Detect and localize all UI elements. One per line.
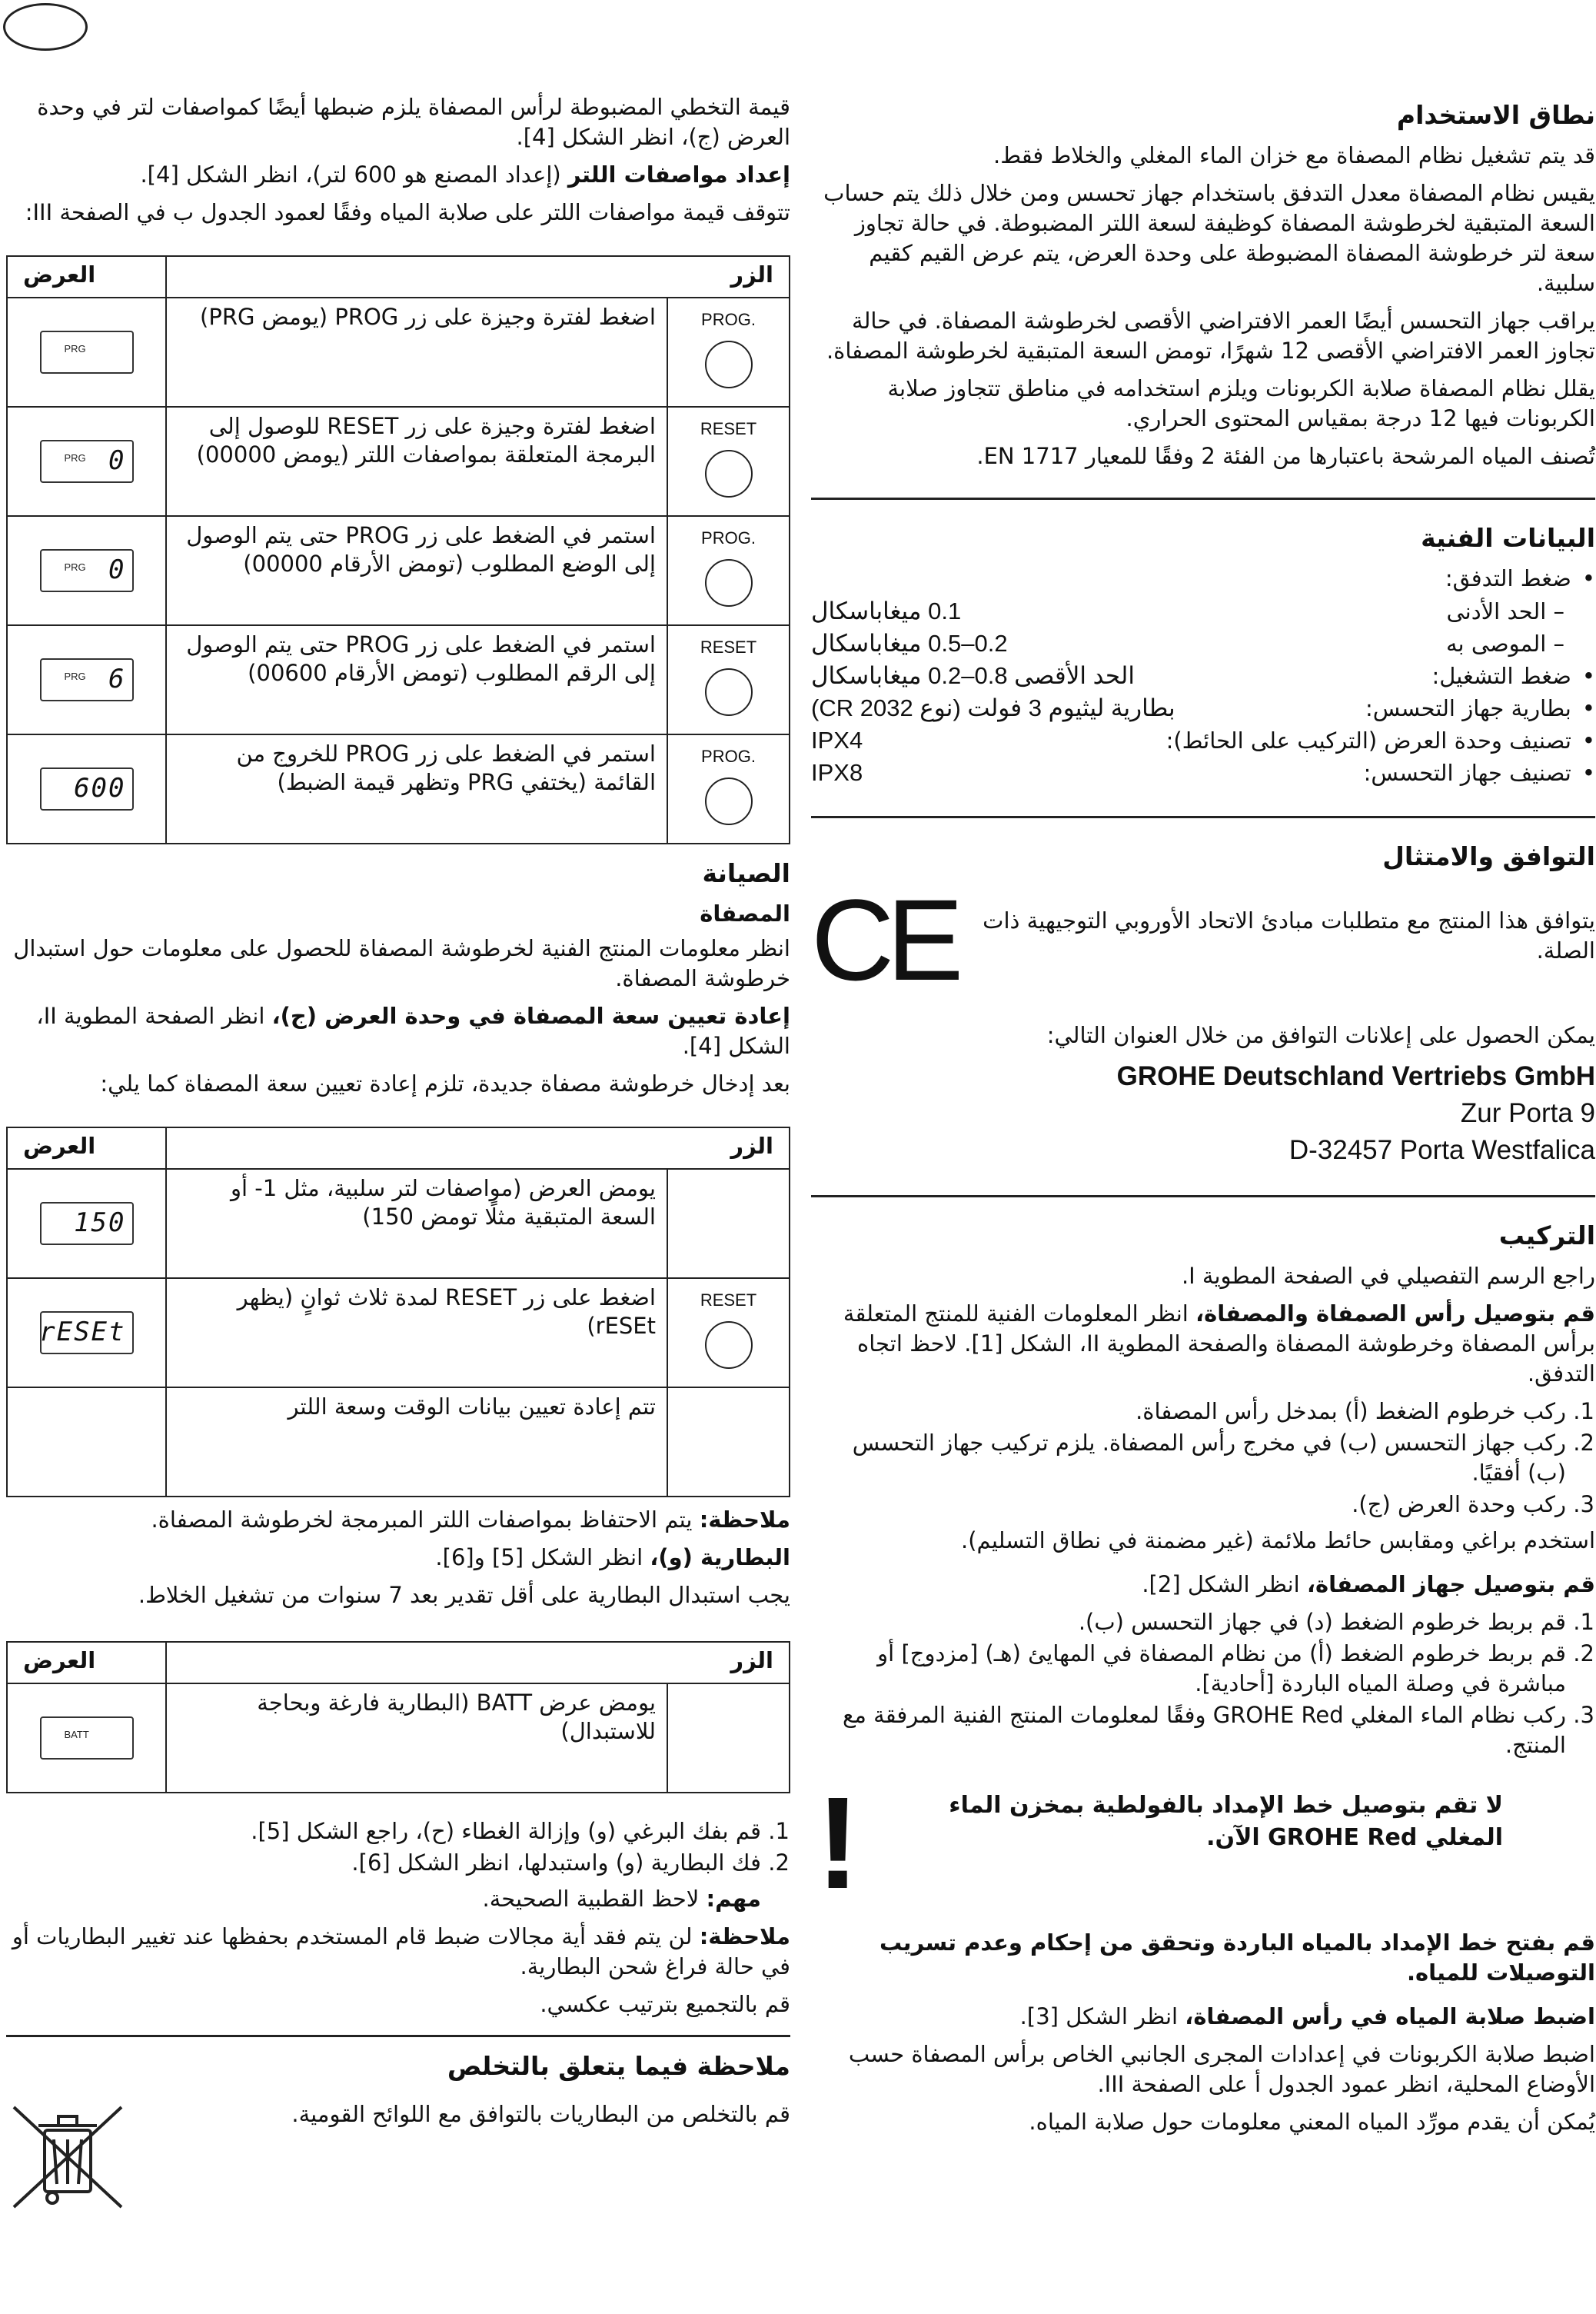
- battery-table: [6, 1641, 790, 1793]
- address-intro: يمكن الحصول على إعلانات التوافق من خلال العنوان التالي:: [1046, 1022, 1595, 1048]
- conformity-text: يتوافق هذا المنتج مع متطلبات مبادئ الاتحاد الأوروبي التوجيهية ذات الصلة.: [983, 907, 1595, 964]
- step-description: اضغط لفترة وجيزة على زر RESET للوصول إلى البرمجة المتعلقة بمواصفات اللتر (يومض 00000): [166, 407, 667, 516]
- hardness-p2: يُمكن أن يقدم مورِّد المياه المعني معلومات حول صلابة المياه.: [1029, 2109, 1595, 2135]
- note2: ملاحظة: لن يتم فقد أية مجالات ضبط قام المستخدم بحفظها عند تغيير البطاريات أو في حالة فراغ شحن البطارية.: [12, 1923, 790, 1979]
- table-header-key: الزر: [166, 1127, 790, 1169]
- table-row: [7, 298, 790, 407]
- lcd-value: 6: [108, 664, 126, 694]
- step-description: اضغط على زر RESET لمدة ثلاث ثوانٍ (يظهر rESEt): [166, 1278, 667, 1387]
- conformity-box: [811, 875, 1595, 1004]
- section-divider: [811, 498, 1595, 500]
- spec-battery: • بطارية جهاز التحسس: بطارية ليثيوم 3 فولت (نوع CR 2032): [811, 693, 1595, 725]
- company-name: GROHE Deutschland Vertriebs GmbH: [1116, 1061, 1595, 1091]
- open-supply-text: قم بفتح خط الإمداد بالمياه الباردة وتحقق من إحكام وعدم تسريب التوصيلات للمياه.: [879, 1929, 1595, 1986]
- step-description: يومض العرض (مواصفات لتر سلبية، مثل 1- أو السعة المتبقية مثلًا تومض 150): [166, 1169, 667, 1278]
- step-description: يومض عرض BATT (البطارية فارغة وبحاجة للاستبدال): [166, 1683, 667, 1793]
- table-row: [7, 1683, 790, 1793]
- page-number-oval: [3, 3, 88, 51]
- lcd-value: rESEt: [39, 1317, 126, 1347]
- lcd-display-icon: [40, 549, 134, 592]
- lcd-display-icon: [40, 1311, 134, 1354]
- filter-subtitle: المصفاة: [700, 901, 790, 927]
- exclamation-icon: !: [816, 1770, 860, 1916]
- button-cell: [667, 1278, 790, 1387]
- address-block: [811, 1058, 1595, 1169]
- intro-p1: قيمة التخطي المضبوطة لرأس المصفاة يلزم ضبطها أيضًا كمواصفات لتر في وحدة العرض (ج)، انظر الشكل [4].: [37, 94, 790, 150]
- spec-flow-pressure: • ضغط التدفق:: [811, 564, 1595, 596]
- battery-steps: [6, 1816, 790, 1878]
- lcd-display-icon: [40, 331, 134, 374]
- usage-p3: يراقب جهاز التحسس أيضًا العمر الافتراضي الأقصى لخرطوشة المصفاة. في حالة تجاوز العمر الافتراضي الأقصى 12 شهرًا، تومض السعة المتبقية لخرطوشة المصفاة.: [826, 308, 1595, 364]
- lcd-value: 150: [74, 1207, 126, 1238]
- maintenance-title: الصيانة: [702, 858, 790, 888]
- section-divider: [6, 2035, 790, 2037]
- table-row: [7, 734, 790, 844]
- usage-title: نطاق الاستخدام: [1396, 100, 1595, 130]
- step-description: استمر في الضغط على زر PROG حتى يتم الوصول إلى الرقم المطلوب (تومض الأرقام 00600): [166, 625, 667, 734]
- tech-title: البيانات الفنية: [1421, 523, 1595, 553]
- press-button-icon: [705, 341, 753, 388]
- battery-paragraph: البطارية (و)، انظر الشكل [5] و[6].: [435, 1544, 790, 1570]
- list-item: 2. فك البطارية (و) واستبدلها، انظر الشكل [6].: [6, 1848, 761, 1878]
- battery-text: يجب استبدال البطارية على أقل تقدير بعد 7 سنوات من تشغيل الخلاط.: [138, 1582, 790, 1608]
- table-row: [7, 407, 790, 516]
- lcd-indicator: PRG: [64, 561, 86, 573]
- press-button-icon: [705, 777, 753, 825]
- spec-operating: • ضغط التشغيل: الحد الأقصى 0.8–0.2 ميغاباسكال: [811, 661, 1595, 693]
- hardness-p1: اضبط صلابة الكربونات في إعدادات المجرى الجانبي الخاص برأس المصفاة حسب الأوضاع المحلية، انظر عمود الجدول أ على الصفحة III.: [848, 2041, 1595, 2097]
- step-description: اضغط لفترة وجيزة على زر PROG (يومض PRG): [166, 298, 667, 407]
- step-description: استمر في الضغط على زر PROG حتى يتم الوصول إلى الوضع المطلوب (تومض الأرقام 00000): [166, 516, 667, 625]
- button-label: PROG.: [701, 310, 756, 329]
- install-intro: راجع الرسم التفصيلي في الصفحة المطوية I.: [1181, 1263, 1595, 1289]
- button-label: RESET: [700, 419, 757, 438]
- lcd-indicator: PRG: [64, 671, 86, 682]
- disposal-block: [6, 2099, 790, 2215]
- display-cell: [7, 1387, 166, 1497]
- button-label: PROG.: [701, 528, 756, 548]
- button-cell: [667, 734, 790, 844]
- table-row: [7, 625, 790, 734]
- table-header-display: العرض: [7, 256, 166, 298]
- intro-p2: إعداد مواصفات اللتر (إعداد المصنع هو 600 لتر)، انظر الشكل [4].: [140, 161, 790, 188]
- hardness-paragraph: اضبط صلابة المياه في رأس المصفاة، انظر الشكل [3].: [1019, 2003, 1595, 2029]
- section-divider: [811, 1195, 1595, 1197]
- list-item: 1. قم بفك البرغي (و) وإزالة الغطاء (ح)، راجع الشكل [5].: [6, 1816, 761, 1846]
- conformity-title: التوافق والامتثال: [1382, 841, 1595, 871]
- install-steps-1: [811, 1397, 1595, 1520]
- disposal-title: ملاحظة فيما يتعلق بالتخلص: [447, 2051, 790, 2081]
- street: Zur Porta 9: [1460, 1098, 1595, 1128]
- note1: ملاحظة: يتم الاحتفاظ بمواصفات اللتر المبرمجة لخرطوشة المصفاة.: [151, 1507, 790, 1533]
- lcd-indicator: BATT: [64, 1729, 89, 1740]
- warning-box: [811, 1770, 1595, 1916]
- display-cell: [7, 1169, 166, 1278]
- table-header-key: الزر: [166, 256, 790, 298]
- spec-display-rating: • تصنيف وحدة العرض (التركيب على الحائط): IPX4: [811, 725, 1595, 757]
- step-description: تتم إعادة تعيين بيانات الوقت وسعة اللتر: [166, 1387, 667, 1497]
- table-row: [7, 1278, 790, 1387]
- button-label: RESET: [700, 638, 757, 657]
- lcd-value: 0: [108, 445, 126, 476]
- button-label: PROG.: [701, 747, 756, 766]
- step-description: استمر في الضغط على زر PROG للخروج من القائمة (يختفي PRG وتظهر قيمة الضبط): [166, 734, 667, 844]
- ce-mark-icon: CE: [811, 875, 956, 1004]
- lcd-indicator: PRG: [64, 452, 86, 464]
- lcd-display-icon: [40, 658, 134, 701]
- disposal-text: قم بالتخلص من البطاريات بالتوافق مع اللوائح القومية.: [291, 2101, 790, 2127]
- reset-after: بعد إدخال خرطوشة مصفاة جديدة، تلزم إعادة تعيين سعة المصفاة كما يلي:: [100, 1070, 790, 1097]
- left-column: [6, 92, 790, 2215]
- list-item: 1. قم بربط خرطوم الضغط (د) في جهاز التحسس (ب).: [811, 1607, 1566, 1637]
- list-item: 2. ركب جهاز التحسس (ب) في مخرج رأس المصفاة. يلزم تركيب جهاز التحسس (ب) أفقيًا.: [811, 1428, 1566, 1488]
- usage-p2: يقيس نظام المصفاة معدل التدفق باستخدام جهاز تحسس ومن خلال ذلك يتم حساب السعة المتبقية لخرطوشة المصفاة كوظيفة لسعة اللتر المضبوطة. في حالة تجاوز سعة لتر خرطوشة المصفاة المضبوطة على وحدة العرض، يتم عرض القيم كقيم سلبية.: [823, 180, 1595, 296]
- table-header-display: العرض: [7, 1127, 166, 1169]
- press-button-icon: [705, 559, 753, 607]
- display-cell: [7, 734, 166, 844]
- lcd-display-icon: [40, 440, 134, 483]
- connect-paragraph: قم بتوصيل رأس الصمفاة والمصفاة، انظر المعلومات الفنية للمنتج المتعلقة برأس المصفاة وخرطوشة المصفاة والصفحة المطوية II، الشكل [1]. لاحظ اتجاه التدفق.: [843, 1300, 1595, 1387]
- button-cell: [667, 625, 790, 734]
- button-cell: [667, 1683, 790, 1793]
- table-row: [7, 1169, 790, 1278]
- list-item: 3. ركب نظام الماء المغلي GROHE Red وفقًا لمعلومات المنتج الفنية المرفقة مع المنتج.: [811, 1700, 1566, 1760]
- sensor-paragraph: قم بتوصيل جهاز المصفاة، انظر الشكل [2].: [1142, 1571, 1595, 1597]
- display-cell: [7, 625, 166, 734]
- spec-recommended: – الموصى به 0.2–0.5 ميغاباسكال: [811, 630, 1564, 657]
- button-cell: [667, 1387, 790, 1497]
- table-row: [7, 516, 790, 625]
- crossed-bin-icon: [6, 2099, 129, 2215]
- section-divider: [811, 816, 1595, 818]
- list-item: 2. قم بربط خرطوم الضغط (أ) من نظام المصفاة في المهايئ (هـ) [مزدوج] أو مباشرة في وصلة المياه الباردة [أحادية].: [811, 1639, 1566, 1699]
- list-item: 3. ركب وحدة العرض (ج).: [811, 1490, 1566, 1520]
- display-cell: [7, 516, 166, 625]
- usage-p4: يقلل نظام المصفاة صلابة الكربونات ويلزم استخدامه في مناطق تتجاوز صلابة الكربونات فيها 12 درجة بمقياس المحتوى الحراري.: [887, 375, 1595, 431]
- reset-paragraph: إعادة تعيين سعة المصفاة في وحدة العرض (ج)، انظر الصفحة المطوية II، الشكل [4].: [36, 1003, 790, 1059]
- display-cell: [7, 1683, 166, 1793]
- lcd-value: 600: [74, 773, 126, 804]
- lcd-display-icon: [40, 1716, 134, 1760]
- usage-p5: تُصنف المياه المرشحة باعتبارها من الفئة 2 وفقًا للمعيار EN 1717.: [976, 443, 1595, 469]
- button-cell: [667, 1169, 790, 1278]
- button-label: RESET: [700, 1290, 757, 1310]
- table-row: [7, 1387, 790, 1497]
- important-note: مهم: لاحظ القطبية الصحيحة.: [482, 1886, 761, 1912]
- table-header-key: الزر: [166, 1642, 790, 1683]
- install-title: التركيب: [1498, 1220, 1595, 1250]
- filter-text: انظر معلومات المنتج الفنية لخرطوشة المصفاة للحصول على معلومات حول استبدال خرطوشة المصفاة.: [13, 935, 790, 991]
- display-cell: [7, 298, 166, 407]
- lcd-display-icon: [40, 767, 134, 811]
- button-cell: [667, 298, 790, 407]
- press-button-icon: [705, 450, 753, 498]
- install-steps-2: [811, 1607, 1595, 1760]
- city: D-32457 Porta Westfalica: [1288, 1135, 1595, 1165]
- press-button-icon: [705, 668, 753, 716]
- spec-min: – الحد الأدنى 0.1 ميغاباسكال: [811, 598, 1564, 624]
- tech-spec-list: [811, 564, 1595, 790]
- press-button-icon: [705, 1321, 753, 1369]
- right-column: [811, 86, 1595, 2145]
- button-cell: [667, 516, 790, 625]
- table-header-display: العرض: [7, 1642, 166, 1683]
- warning-text: لا تقم بتوصيل خط الإمداد بالفولطية بمخزن الماء المغلي GROHE Red الآن.: [949, 1792, 1503, 1851]
- button-cell: [667, 407, 790, 516]
- display-cell: [7, 1278, 166, 1387]
- reset-table: [6, 1127, 790, 1497]
- intro-p3: تتوقف قيمة مواصفات اللتر على صلابة المياه وفقًا لعمود الجدول ب في الصفحة III:: [25, 199, 790, 225]
- lcd-value: 0: [108, 554, 126, 585]
- lcd-display-icon: [40, 1202, 134, 1245]
- usage-p1: قد يتم تشغيل نظام المصفاة مع خزان الماء المغلي والخلاط فقط.: [993, 142, 1595, 168]
- spec-sensor-rating: • تصنيف جهاز التحسس: IPX8: [811, 757, 1595, 790]
- display-cell: [7, 407, 166, 516]
- lcd-indicator: PRG: [64, 343, 86, 355]
- list-item: 1. ركب خرطوم الضغط (أ) بمدخل رأس المصفاة.: [811, 1397, 1566, 1427]
- liter-setup-table: [6, 255, 790, 844]
- reassemble-text: قم بالتجميع بترتيب عكسي.: [540, 1991, 790, 2017]
- screws-note: استخدم براغي ومقابس حائط ملائمة (غير مضمنة في نطاق التسليم).: [960, 1527, 1595, 1553]
